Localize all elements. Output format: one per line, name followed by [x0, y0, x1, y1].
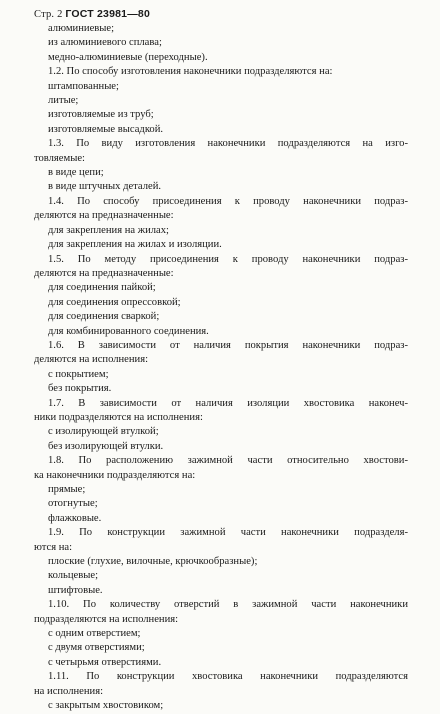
- text-line: на исполнения:: [34, 685, 104, 697]
- text-line: с изолирующей втулкой;: [48, 426, 159, 438]
- text-line: 1.9. По конструкции зажимной части наконечники подразделя-: [48, 527, 408, 539]
- text-line: медно-алюминиевые (переходные).: [48, 51, 208, 63]
- text-line: ка наконечники подразделяются на:: [34, 469, 196, 481]
- text-line: 1.3. По виду изготовления наконечники подразделяются на изго-: [48, 138, 408, 150]
- text-line: ются на:: [34, 541, 73, 553]
- text-line: без покрытия.: [48, 383, 112, 395]
- text-line: 1.6. В зависимости от наличия покрытия наконечники подраз-: [48, 339, 408, 351]
- text-line: 1.2. По способу изготовления наконечники подразделяются на:: [48, 66, 333, 78]
- text-line: 1.7. В зависимости от наличия изоляции хвостовика наконеч-: [48, 397, 408, 409]
- text-line: из алюминиевого сплава;: [48, 37, 162, 49]
- page-header: [34, 8, 150, 20]
- text-line: с двумя отверстиями;: [48, 642, 145, 654]
- text-line: кольцевые;: [48, 570, 99, 582]
- text-line: для соединения пайкой;: [48, 282, 156, 294]
- text-line: деляются на исполнения:: [34, 354, 149, 366]
- text-line: 1.10. По количеству отверстий в зажимной части наконечники: [48, 599, 408, 611]
- text-line: флажковые.: [48, 512, 102, 524]
- text-line: для закрепления на жилах и изоляции.: [48, 239, 222, 251]
- text-line: с одним отверстием;: [48, 628, 141, 640]
- text-line: изготовляемые из труб;: [48, 109, 154, 121]
- text-line: в виде цепи;: [48, 167, 104, 179]
- text-line: товляемые:: [34, 152, 85, 164]
- text-line: в виде штучных деталей.: [48, 181, 162, 193]
- text-line: прямые;: [48, 484, 86, 495]
- text-line: деляются на предназначенные:: [34, 267, 174, 279]
- text-line: подразделяются на исполнения:: [34, 613, 179, 625]
- text-line: отогнутые;: [48, 498, 98, 510]
- text-line: 1.11. По конструкции хвостовика наконечники подразделяются: [48, 671, 408, 683]
- text-line: алюминиевые;: [48, 23, 115, 34]
- text-line: изготовляемые высадкой.: [48, 123, 164, 135]
- text-line: штифтовые.: [48, 584, 103, 596]
- text-line: плоские (глухие, вилочные, крючкообразные);: [48, 556, 258, 568]
- text-line: ники подразделяются на исполнения:: [34, 411, 203, 423]
- text-line: 1.5. По методу присоединения к проводу наконечники подраз-: [48, 253, 408, 265]
- page-label: Стр. 2: [34, 9, 63, 20]
- text-line: литые;: [48, 95, 79, 107]
- text-line: с покрытием;: [48, 368, 109, 380]
- text-line: с четырьмя отверстиями.: [48, 656, 162, 668]
- text-line: для комбинированного соединения.: [48, 325, 209, 337]
- text-line: штампованные;: [48, 80, 119, 92]
- text-line: 1.8. По расположению зажимной части относительно хвостови-: [48, 455, 408, 467]
- text-line: для закрепления на жилах;: [48, 224, 169, 236]
- text-line: для соединения опрессовкой;: [48, 296, 181, 308]
- text-line: 1.4. По способу присоединения к проводу наконечники подраз-: [48, 195, 408, 207]
- document-body: [34, 22, 408, 714]
- text-line: без изолирующей втулки.: [48, 440, 164, 452]
- text-line: для соединения сваркой;: [48, 311, 160, 323]
- standard-number: ГОСТ 23981—80: [65, 8, 150, 20]
- text-line: деляются на предназначенные:: [34, 210, 174, 222]
- text-line: с закрытым хвостовиком;: [48, 700, 164, 712]
